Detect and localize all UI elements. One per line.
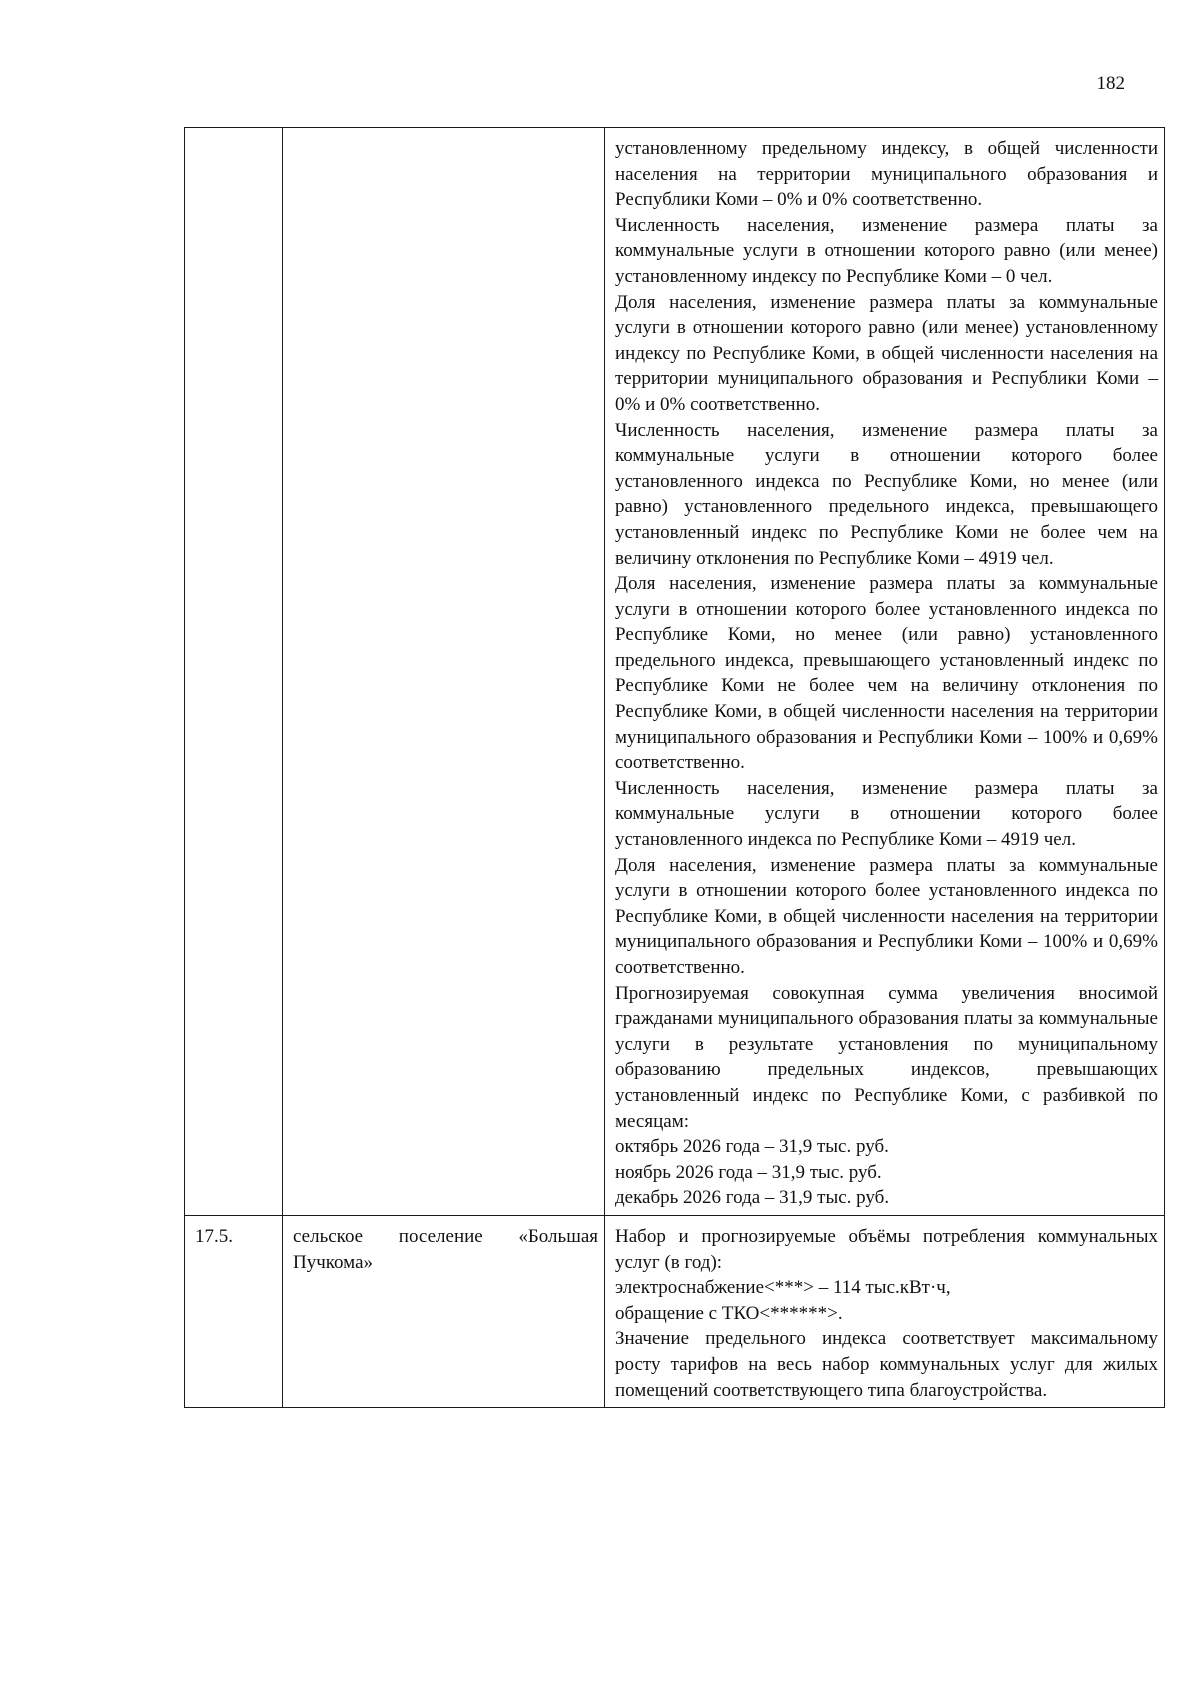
- row-number-cell: [185, 128, 283, 1216]
- month-line: декабрь 2026 года – 31,9 тыс. руб.: [615, 1187, 890, 1209]
- paragraph: Прогнозируемая совокупная сумма увеличения вносимой гражданами муниципального образования платы за коммунальные услуги в результате установления по муниципальному образованию предельных индексов, превышающих установленный индекс по Республике Коми, с разбивкой по месяцам:: [615, 982, 1158, 1132]
- paragraph: Набор и прогнозируемые объёмы потребления коммунальных услуг (в год):: [615, 1225, 1158, 1273]
- paragraph: Доля населения, изменение размера платы за коммунальные услуги в отношении которого более установленного индекса по Республике Коми, в общей численности населения на территории муниципального образования и Республики Коми – 100% и 0,69% соответственно.: [615, 854, 1158, 978]
- month-line: ноябрь 2026 года – 31,9 тыс. руб.: [615, 1161, 882, 1183]
- row-number-cell: 17.5.: [185, 1215, 283, 1407]
- paragraph: Доля населения, изменение размера платы за коммунальные услуги в отношении которого равно (или менее) установленному индексу по Республике Коми, в общей численности населения на территории муниципального образования и Республики Коми – 0% и 0% соответственно.: [615, 291, 1158, 415]
- page-number: 182: [1096, 73, 1125, 94]
- paragraph: Численность населения, изменение размера платы за коммунальные услуги в отношении которого более установленного индекса по Республике Коми, но менее (или равно) установленного предельного индекса, превышающего установленный индекс по Республике Коми не более чем на величину отклонения по Республике Коми – 4919 чел.: [615, 419, 1158, 569]
- table-row: [185, 1215, 1165, 1407]
- table-row: [185, 128, 1165, 1216]
- paragraph: установленному предельному индексу, в общей численности населения на территории муниципального образования и Республики Коми – 0% и 0% соответственно.: [615, 138, 1158, 211]
- municipality-name-cell: сельское поселение «Большая Пучкома»: [283, 1215, 605, 1407]
- description-cell: [605, 128, 1165, 1216]
- description-cell: [605, 1215, 1165, 1407]
- paragraph: Численность населения, изменение размера платы за коммунальные услуги в отношении которого более установленного индекса по Республике Коми – 4919 чел.: [615, 777, 1158, 851]
- indices-table: [184, 127, 1165, 1408]
- service-line: электроснабжение<***> – 114 тыс.кВт·ч,: [615, 1277, 951, 1299]
- paragraph: Численность населения, изменение размера платы за коммунальные услуги в отношении которого равно (или менее) установленному индексу по Республике Коми – 0 чел.: [615, 214, 1158, 287]
- municipality-name-cell: [283, 128, 605, 1216]
- month-line: октябрь 2026 года – 31,9 тыс. руб.: [615, 1136, 889, 1158]
- service-line: обращение с ТКО<******>.: [615, 1302, 843, 1324]
- paragraph: Значение предельного индекса соответствует максимальному росту тарифов на весь набор коммунальных услуг для жилых помещений соответствующего типа благоустройства.: [615, 1328, 1158, 1401]
- paragraph: Доля населения, изменение размера платы за коммунальные услуги в отношении которого более установленного индекса по Республике Коми, но менее (или равно) установленного предельного индекса, превышающего установленный индекс по Республике Коми не более чем на величину отклонения по Республике Коми, в общей численности населения на территории муниципального образования и Республики Коми – 100% и 0,69% соответственно.: [615, 573, 1158, 774]
